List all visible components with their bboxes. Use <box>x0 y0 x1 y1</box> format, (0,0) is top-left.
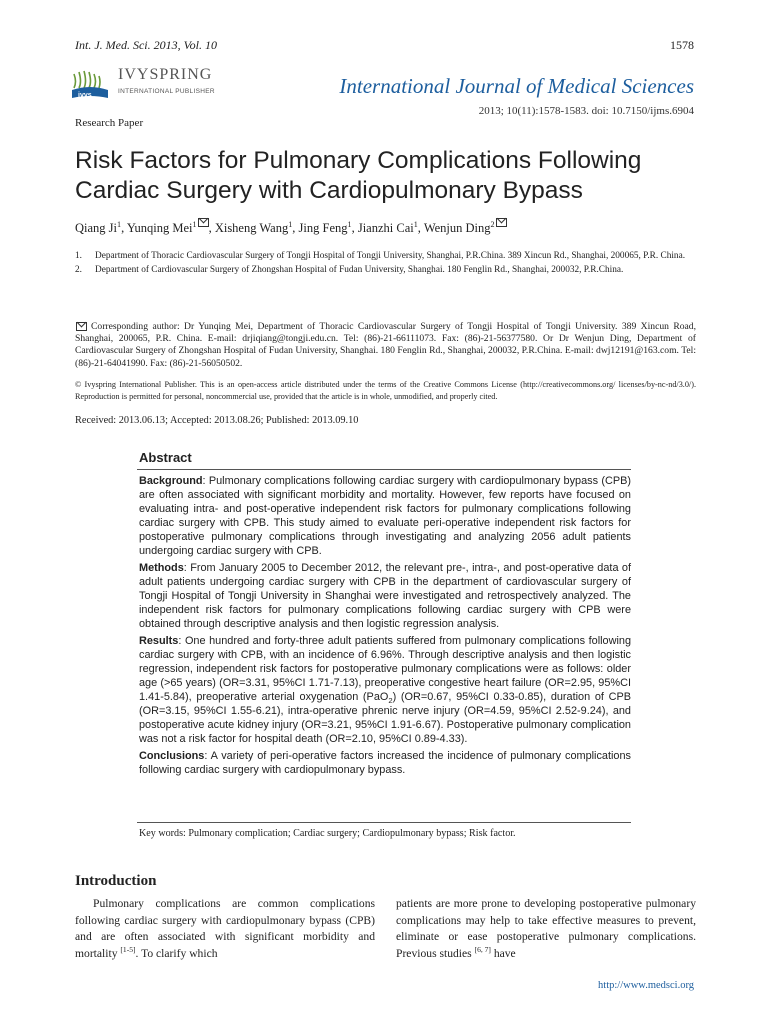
section-label: Conclusions <box>139 750 205 762</box>
author-affiliation-sup: 1 <box>347 220 352 229</box>
section-text: : One hundred and forty-three adult patients suffered from pulmonary complications following cardiac surgery with CPB, with an incidence of 6.96%. Through descriptive analysis and then logistic regression, independent risk factors for postoperative pulmonary complications were as follows: older age (>65 years) (OR=3.31, 95%CI 1.71-7.13), preoperative congestive heart failure (OR=2.95, 95%CI 1.41-5.84), preoperative arterial oxygenation (PaO <box>139 635 631 703</box>
body-column-right <box>396 896 696 962</box>
section-text: ) (OR=0.67, 95%CI 0.33-0.85), duration of CPB (OR=3.15, 95%CI 1.55-6.21), intra-operative phrenic nerve injury (OR=4.59, 95%CI 2.52-9.24), and postoperative acute kidney injury (OR=3.21, 95%CI 1.91-6.67). Postoperative pulmonary complication was not a risk factor for hospital death (OR=2.10, 95%CI 0.89-4.33). <box>139 691 631 745</box>
section-text: : A variety of peri-operative factors increased the incidence of pulmonary complications following cardiac surgery with cardiopulmonary bypass. <box>139 750 631 776</box>
section-label: Results <box>139 635 179 647</box>
abstract-conclusions <box>139 749 631 777</box>
publisher-name: IVYSPRING <box>118 66 213 83</box>
affiliation-text: Department of Thoracic Cardiovascular Surgery of Tongji Hospital of Tongji University, Shanghai, P.R.China. 389 Xincun Rd., Shanghai, 200065, P.R. China. <box>95 251 686 261</box>
body-text: have <box>490 946 516 960</box>
affiliations <box>75 250 700 278</box>
citation: 2013; 10(11):1578-1583. doi: 10.7150/ijms.6904 <box>478 105 694 117</box>
affiliation-number: 2. <box>75 265 82 275</box>
author-name: Yunqing Mei <box>126 221 193 236</box>
author-affiliation-sup: 2 <box>490 220 495 229</box>
abstract-results <box>139 634 631 746</box>
body-text: patients are more prone to developing postoperative pulmonary complications may help to take effective measures to prevent, eliminate or ease postoperative pulmonary complications. Previous studies <box>396 897 696 960</box>
author-name: Xisheng Wang <box>214 221 289 236</box>
publisher-subtitle: INTERNATIONAL PUBLISHER <box>118 88 215 95</box>
section-text: : Pulmonary complications following cardiac surgery with cardiopulmonary bypass (CPB) are often associated with significant morbidity and mortality. However, few reports have focused on evaluating intra- and post-operative independent risk factors for pulmonary complications following cardiac surgery with CPB. This study aimed to evaluate peri-operative independent risk factors for postoperative pulmonary complications through investigating and analyzing 2056 adult patients undergoing cardiac surgery with CPB. <box>139 475 631 557</box>
keywords: Key words: Pulmonary complication; Cardiac surgery; Cardiopulmonary bypass; Risk factor. <box>139 828 516 839</box>
section-label: Background <box>139 475 203 487</box>
author-affiliation-sup: 1 <box>413 220 418 229</box>
svg-text:ivys: ivys <box>78 92 92 99</box>
affiliation-text: Department of Cardiovascular Surgery of Zhongshan Hospital of Fudan University, Shanghai. 180 Fenglin Rd., Shanghai, 200032, P.R.China. <box>95 265 624 275</box>
affiliation <box>75 250 700 262</box>
mail-icon <box>496 218 507 227</box>
affiliation <box>75 264 700 276</box>
citation-ref[interactable]: [1-5] <box>120 944 136 954</box>
abstract-body <box>139 474 631 780</box>
running-header: Int. J. Med. Sci. 2013, Vol. 10 <box>75 38 217 52</box>
author-name: Qiang Ji <box>75 221 118 236</box>
author-name: Jianzhi Cai <box>357 221 414 236</box>
author-name: Wenjun Ding <box>423 221 491 236</box>
affiliation-number: 1. <box>75 251 82 261</box>
journal-name: International Journal of Medical Sciences <box>339 74 694 98</box>
author-affiliation-sup: 1 <box>192 220 197 229</box>
license-notice: © Ivyspring International Publisher. This is an open-access article distributed under the terms of the Creative Commons License (http://creativecommons.org/ licenses/by-nc-nd/3.0/). Reproduction is permitted for personal, noncommercial use, provided that the article is in whole, unmodified, and properly cited. <box>75 380 696 401</box>
divider <box>137 822 631 823</box>
body-text: . To clarify which <box>135 946 218 960</box>
abstract-heading: Abstract <box>139 450 192 465</box>
footer-link[interactable]: http://www.medsci.org <box>598 980 694 991</box>
citation-ref[interactable]: [6, 7] <box>474 944 491 954</box>
corresponding-author <box>75 321 696 370</box>
author-name: Jing Feng <box>298 221 348 236</box>
section-label: Methods <box>139 562 184 574</box>
publication-dates: Received: 2013.06.13; Accepted: 2013.08.26; Published: 2013.09.10 <box>75 415 359 426</box>
author-affiliation-sup: 1 <box>288 220 293 229</box>
mail-icon <box>76 322 87 331</box>
body-column-left <box>75 896 375 962</box>
page-number: 1578 <box>670 38 694 52</box>
section-text: : From January 2005 to December 2012, the relevant pre-, intra-, and post-operative data of adult patients undergoing cardiac surgery with CPB in the department of cardiovascular surgery of Tongji Hospital of Tongji University in Shanghai were investigated and retrospectively analyzed. The independent risk factors for pulmonary complications following cardiac surgery with CPB were obtained through descriptive analysis and then logistic regression analysis. <box>139 562 631 630</box>
abstract-background <box>139 474 631 558</box>
subscript: 2 <box>388 696 393 706</box>
section-heading: Introduction <box>75 873 157 889</box>
article-type: Research Paper <box>75 117 144 129</box>
author-affiliation-sup: 1 <box>117 220 122 229</box>
mail-icon <box>198 218 209 227</box>
corresponding-text: Corresponding author: Dr Yunqing Mei, Department of Thoracic Cardiovascular Surgery of Tongji Hospital of Tongji University. 389 Xincun Road, Shanghai, 200065, P.R. China. E-mail: drjiqiang@tongji.edu.cn. Tel: (86)-21-66111073. Fax: (86)-21-56377580. Or Dr Wenjun Ding, Department of Cardiovascular Surgery of Zhongshan Hospital of Fudan University, Shanghai. 180 Fenglin Rd., Shanghai, 200032, P.R.China. E-mail: dwj12191@163.com. Tel: (86)-21-64041990. Fax: (86)-21-56050502. <box>75 321 696 369</box>
body-text: Pulmonary complications are common complications following cardiac surgery with cardiopulmonary bypass (CPB) and are often associated with significant morbidity and mortality <box>75 897 375 960</box>
author-list: Qiang Ji$^1$, Yunqing Mei$^1$ , Xisheng Wang$^1$, Jing Feng$^1$, Jianzhi Cai$^1$, Wenjun Ding$^2$ <box>75 218 507 236</box>
abstract-methods <box>139 561 631 631</box>
divider <box>137 469 631 470</box>
paper-title: Risk Factors for Pulmonary Complications Following Cardiac Surgery with Cardiopulmonary Bypass <box>75 147 642 204</box>
